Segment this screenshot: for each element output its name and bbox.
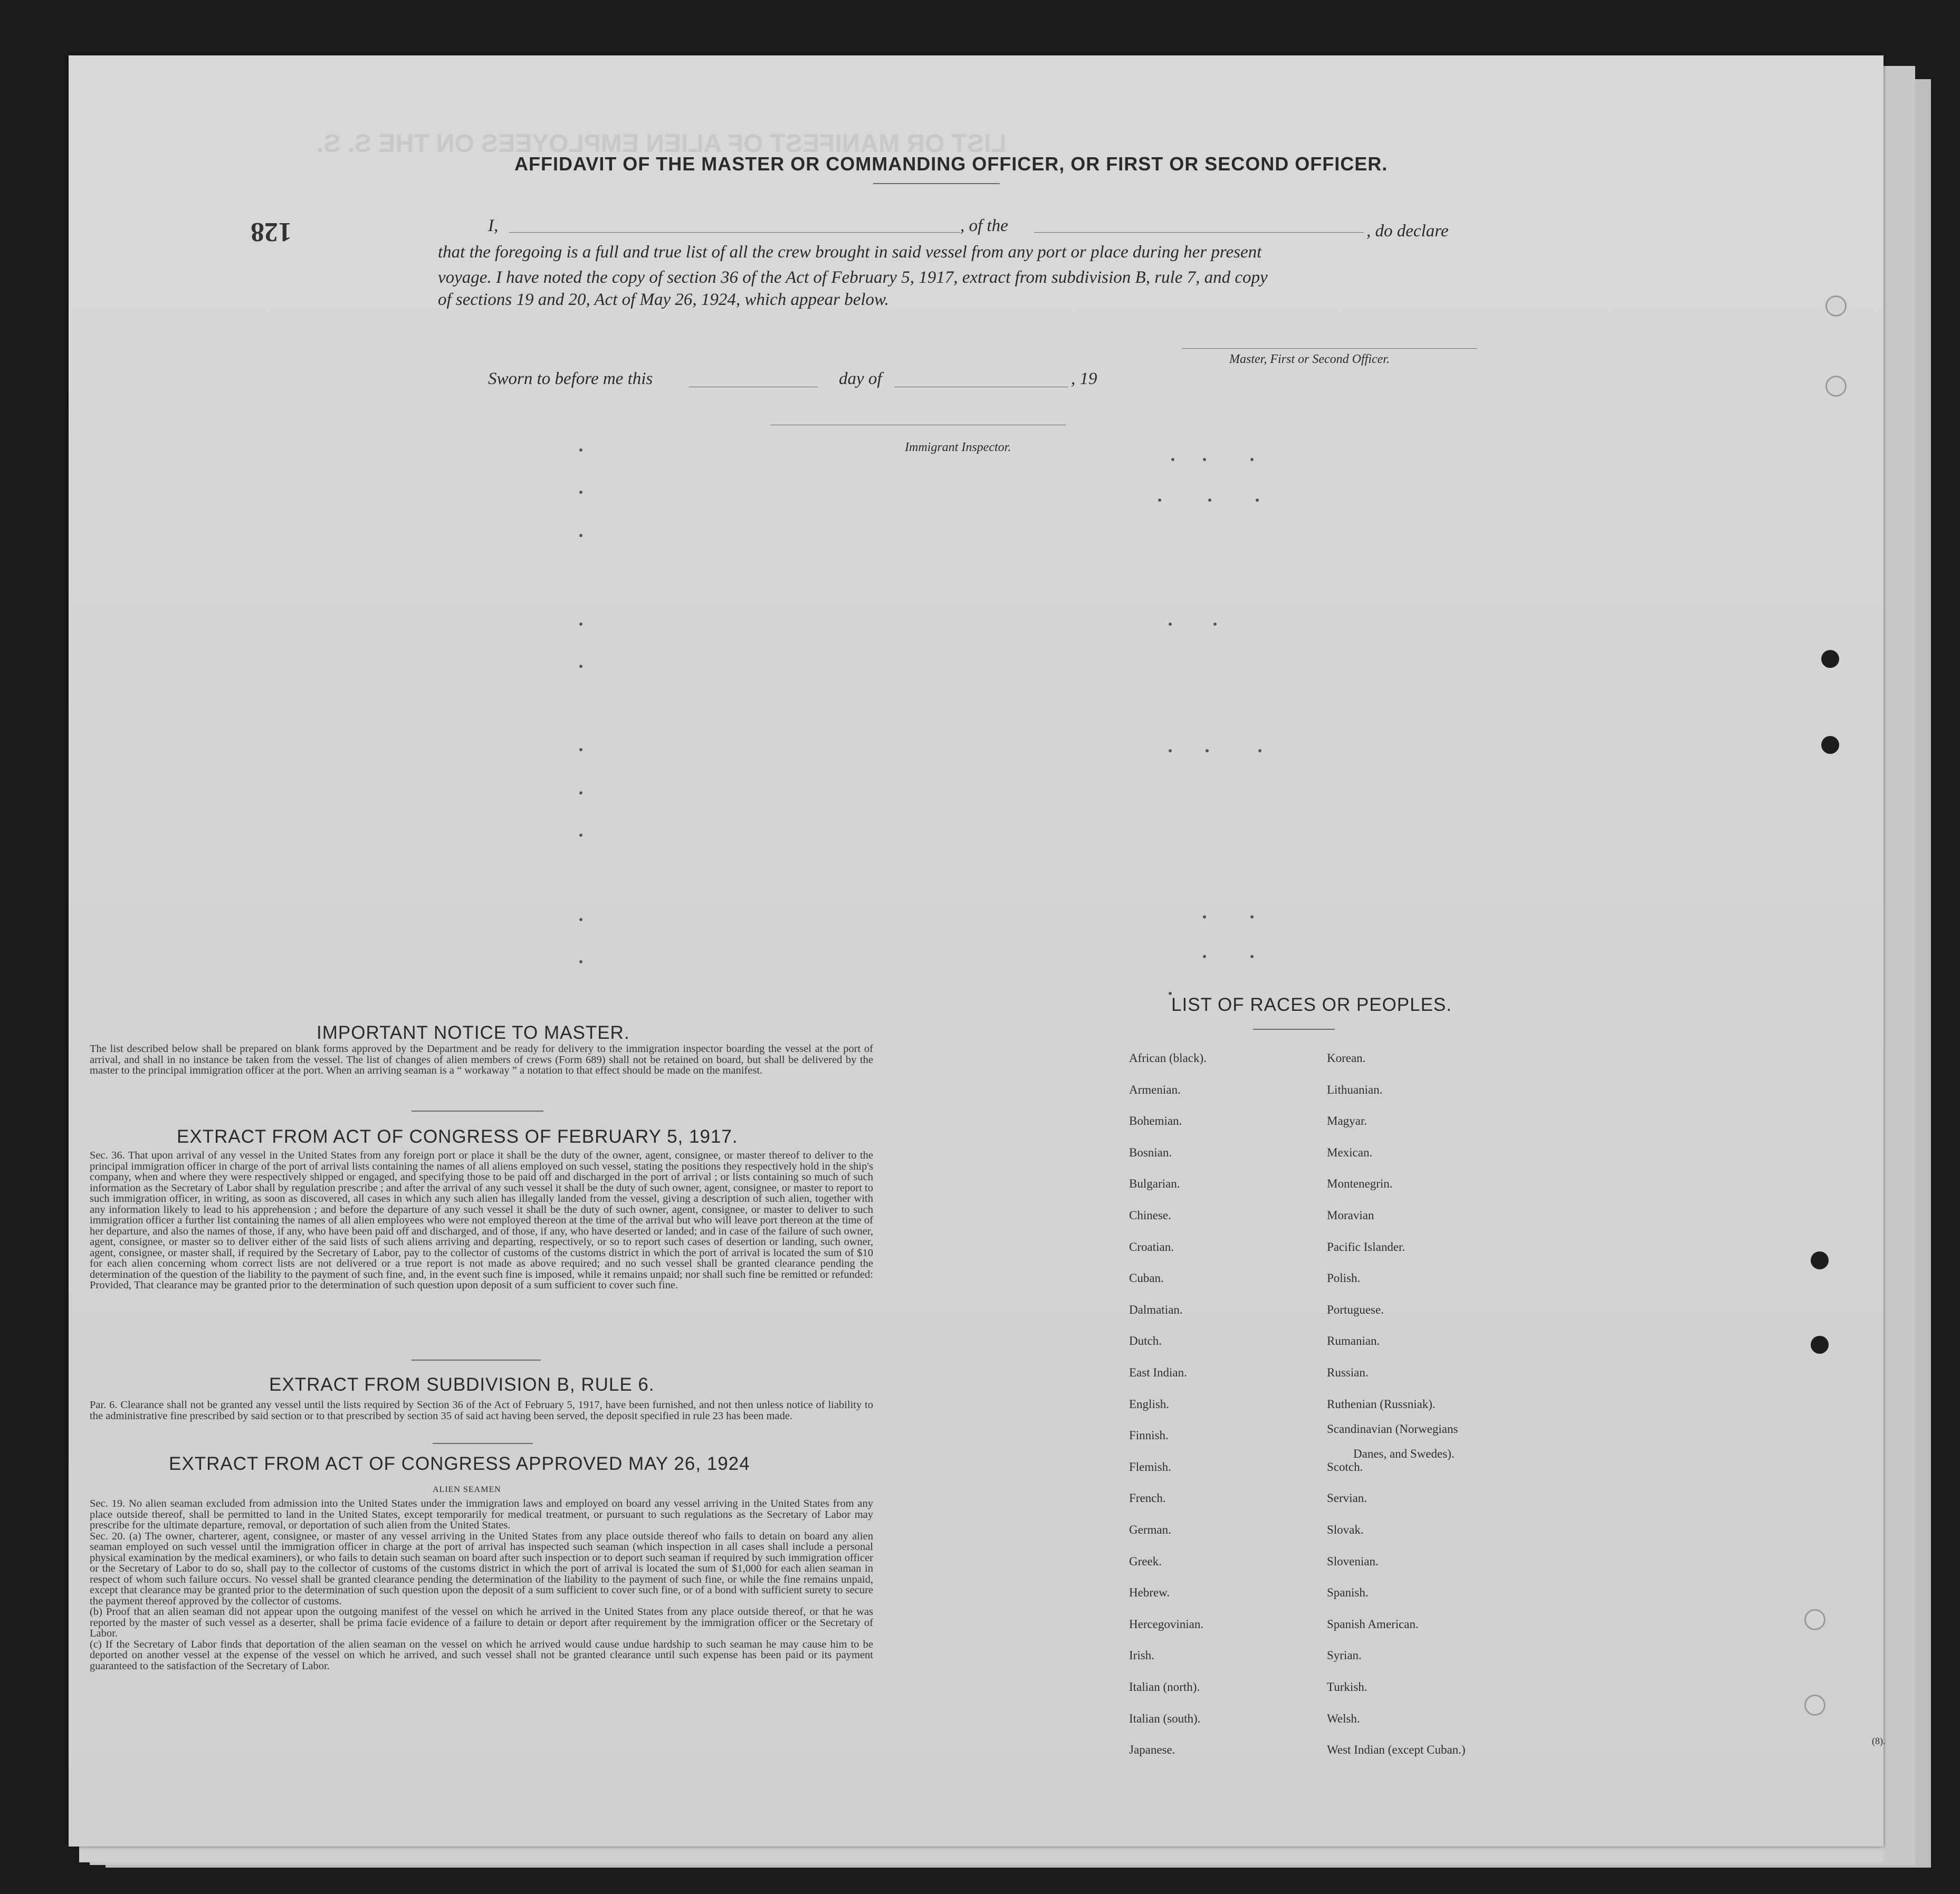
race-item: Syrian.	[1327, 1649, 1362, 1662]
stray-mark	[579, 960, 582, 963]
race-item: East Indian.	[1129, 1366, 1187, 1379]
race-item: Bosnian.	[1129, 1146, 1172, 1159]
race-item: Magyar.	[1327, 1114, 1368, 1127]
race-item: Croatian.	[1129, 1240, 1174, 1254]
race-item: Armenian.	[1129, 1083, 1181, 1096]
signature-blank	[1182, 348, 1477, 349]
race-item: Rumanian.	[1327, 1334, 1380, 1347]
stray-mark	[1203, 458, 1206, 461]
race-item: Bulgarian.	[1129, 1177, 1180, 1190]
divider	[412, 1360, 541, 1361]
stray-mark	[1206, 749, 1209, 752]
race-item: Moravian	[1327, 1209, 1374, 1222]
extract-1917-title: EXTRACT FROM ACT OF CONGRESS OF FEBRUARY 5, 1917.	[177, 1126, 738, 1147]
extract-rule6-title: EXTRACT FROM SUBDIVISION B, RULE 6.	[269, 1374, 655, 1395]
sworn-day-of-label: day of	[839, 369, 882, 388]
race-item: Montenegrin.	[1327, 1177, 1393, 1190]
sec20b-text: (b) Proof that an alien seaman did not appear upon the outgoing manifest of the vessel on which he arrived in the United States from any place outside thereof, or that he was reported by the master of such vessel as a deserter, shall be prima facie evidence of a failure to detain or deport after requirement by the immigration officer or the Secretary of Labor.	[90, 1606, 873, 1639]
vessel-blank	[1034, 232, 1364, 233]
extract-1924-subtitle: ALIEN SEAMEN	[433, 1485, 501, 1494]
race-item: West Indian (except Cuban.)	[1327, 1743, 1466, 1756]
binder-hole-icon	[1811, 1336, 1829, 1354]
binder-hole-icon	[1804, 1609, 1825, 1630]
race-item: Servian.	[1327, 1491, 1368, 1505]
affidavit-declare-label: , do declare	[1366, 222, 1449, 241]
binder-hole-icon	[1811, 1251, 1829, 1269]
stray-mark	[1213, 623, 1217, 626]
stray-mark	[1203, 915, 1206, 919]
sworn-label: Sworn to before me this	[488, 369, 653, 388]
race-item: French.	[1129, 1491, 1166, 1505]
stray-mark	[1258, 749, 1261, 752]
race-item: Hercegovinian.	[1129, 1618, 1204, 1631]
name-blank	[509, 232, 960, 233]
stray-mark	[579, 665, 582, 668]
sworn-year-label: , 19	[1071, 369, 1097, 388]
races-title: LIST OF RACES OR PEOPLES.	[1171, 994, 1452, 1015]
signature-label: Master, First or Second Officer.	[1229, 352, 1390, 366]
stray-mark	[1203, 955, 1206, 958]
race-item: English.	[1129, 1398, 1170, 1411]
race-item: Dutch.	[1129, 1334, 1162, 1347]
race-item: Bohemian.	[1129, 1114, 1182, 1127]
sec19-text: Sec. 19. No alien seaman excluded from admission into the United States under the immigration laws and employed on board any vessel arriving in the United States from any place outside thereof, shall be permitted to land in the United States, except temporarily for medical treatment, or pursuant to such regulations as the Secretary of Labor may prescribe for the ultimate departure, removal, or deportation of such alien from the United States.	[90, 1498, 873, 1531]
race-item: Finnish.	[1129, 1429, 1169, 1442]
race-item: Japanese.	[1129, 1743, 1175, 1756]
divider	[1253, 1029, 1335, 1030]
binder-hole-icon	[1821, 736, 1839, 754]
binder-hole-icon	[1821, 650, 1839, 668]
stray-mark	[1208, 499, 1211, 502]
affidavit-text-line: of sections 19 and 20, Act of May 26, 1924, which appear below.	[438, 290, 889, 309]
race-item: Welsh.	[1327, 1712, 1360, 1725]
race-item: Slovak.	[1327, 1523, 1364, 1536]
stray-mark	[1256, 499, 1259, 502]
race-item: Polish.	[1327, 1271, 1361, 1285]
race-item: Portuguese.	[1327, 1303, 1384, 1316]
page-number: 128	[251, 217, 292, 247]
race-item: Turkish.	[1327, 1680, 1368, 1694]
stray-mark	[1250, 955, 1254, 958]
binder-hole-icon	[1804, 1695, 1825, 1716]
stray-mark	[1169, 749, 1172, 752]
stray-mark	[1169, 623, 1172, 626]
stray-mark	[579, 918, 582, 921]
form-code: (8).	[1872, 1736, 1886, 1746]
stray-mark	[579, 491, 582, 494]
divider	[412, 1111, 543, 1112]
race-item: Pacific Islander.	[1327, 1240, 1406, 1254]
race-item: German.	[1129, 1523, 1171, 1536]
race-item: Lithuanian.	[1327, 1083, 1383, 1096]
notice-body: The list described below shall be prepared on blank forms approved by the Department and be ready for delivery to the immigration inspector boarding the vessel at the port of arrival, and shall in no instance be taken from the vessel. The list of changes of alien members of crews (Form 689) shall not be retained on board, but shall be delivered by the master to the principal immigration officer at the port. When an arriving seaman is a “ workaway ” a notation to that effect should be made on the manifest.	[90, 1043, 873, 1076]
extract-1924-body	[90, 1498, 873, 1671]
race-item: Hebrew.	[1129, 1586, 1170, 1599]
binder-hole-icon	[1825, 295, 1847, 317]
extract-1917-body: Sec. 36. That upon arrival of any vessel in the United States from any foreign port or place it shall be the duty of the owner, agent, consignee, or master thereof to deliver to the principal immigration officer in charge of the port of arrival lists containing the names of all aliens employed on such vessel, stating the positions they respectively hold in the ship's company, when and where they were respectively shipped or engaged, and specifying those to be paid off and discharged in the port of arrival ; or lists containing so much of such information as the Secretary of Labor shall by regulation prescribe ; and after the arrival of any such vessel it shall be the duty of such owner, agent, consignee, or master to report to such immigration officer, in writing, as soon as discovered, all cases in which any such alien has illegally landed from the vessel, giving a description of such alien, together with any information likely to lead to his apprehension ; and before the departure of any such vessel it shall be the duty of such owner, agent, consignee, or master to deliver to such immigration officer a further list containing the names of all alien employees who were not employed thereon at the time of the arrival but who will leave port thereon at the time of her departure, and also the names of those, if any, who have been paid off and discharged, and of those, if any, who have deserted or landed; and in case of the failure of such owner, agent, consignee, or master so to deliver either of the said lists of such aliens arriving and departing, respectively, or so to report such cases of desertion or landing, such owner, agent, consignee, or master shall, if required by the Secretary of Labor, pay to the collector of customs of the customs district in which the port of arrival is located the sum of $10 for each alien concerning whom correct lists are not delivered or a true report is not made as above required; and no such vessel shall be granted clearance pending the determination of the question of the liability to the payment of such fine, and, in the event such fine is imposed, while it remains unpaid; nor shall such fine be remitted or refunded: Provided, That clearance may be granted prior to the determination of such question upon deposit of a sum sufficient to cover such fine.	[90, 1150, 873, 1291]
affidavit-text-line: voyage. I have noted the copy of section 36 of the Act of February 5, 1917, extract from subdivision B, rule 7, and copy	[438, 268, 1268, 287]
sec20c-text: (c) If the Secretary of Labor finds that deportation of the alien seaman on the vessel on which he arrived would cause undue hardship to such seaman he may cause him to be deported on another vessel at the expense of the vessel on which he arrived, and such vessel shall not be granted clearance until such expense has been paid or its payment guaranteed to the satisfaction of the Secretary of Labor.	[90, 1638, 873, 1672]
extract-rule6-body: Par. 6. Clearance shall not be granted any vessel until the lists required by Section 36 of the Act of February 5, 1917, have been furnished, and not then unless notice of liability to the administrative fine prescribed by said section or to that prescribed by section 35 of said act having been served, the deposit specified in rule 23 has been made.	[90, 1399, 873, 1422]
race-item: African (black).	[1129, 1051, 1207, 1065]
race-item: Scotch.	[1327, 1460, 1363, 1474]
stray-mark	[1171, 458, 1174, 461]
sec20a-text: Sec. 20. (a) The owner, charterer, agent, consignee, or master of any vessel arriving in the United States from any place outside thereof who fails to detain on board any alien seaman employed on such vessel until the immigration officer in charge at the port of arrival has inspected such seaman (which inspection in all cases shall include a personal physical examination by the medical examiners), or who fails to detain such seaman on board after such inspection or to deport such seaman if required by such immigration officer or the Secretary of Labor to do so, shall pay to the collector of customs of the customs district in which the port of arrival is located the sum of $1,000 for each alien seaman in respect of whom such failure occurs. No vessel shall be granted clearance pending the determination of the liability to the payment of such fine, or while the fine remains unpaid, except that clearance may be granted prior to the determination of such question upon the deposit of a sum sufficient to cover such fine, or of a bond with sufficient surety to secure the payment thereof approved by the collector of customs.	[90, 1530, 873, 1607]
race-item: Italian (south).	[1129, 1712, 1201, 1725]
race-item: Ruthenian (Russniak).	[1327, 1398, 1436, 1411]
affidavit-of-the-label: , of the	[960, 216, 1008, 235]
inspector-label: Immigrant Inspector.	[905, 441, 1011, 454]
race-item: Greek.	[1129, 1555, 1162, 1568]
race-item: Mexican.	[1327, 1146, 1373, 1159]
divider	[433, 1443, 533, 1444]
stray-mark	[1158, 499, 1161, 502]
extract-1924-title: EXTRACT FROM ACT OF CONGRESS APPROVED MAY 26, 1924	[169, 1453, 750, 1474]
divider	[873, 183, 1000, 184]
stray-mark	[579, 448, 582, 452]
race-item: Cuban.	[1129, 1271, 1164, 1285]
race-item: Scandinavian (Norwegians	[1327, 1422, 1458, 1436]
race-item: Spanish American.	[1327, 1618, 1419, 1631]
stray-mark	[1250, 915, 1254, 919]
affidavit-title: AFFIDAVIT OF THE MASTER OR COMMANDING OFFICER, OR FIRST OR SECOND OFFICER.	[514, 153, 1388, 175]
race-item: Russian.	[1327, 1366, 1369, 1379]
stray-mark	[1250, 458, 1254, 461]
affidavit-i-label: I,	[488, 216, 499, 235]
race-item: Chinese.	[1129, 1209, 1171, 1222]
race-item: Flemish.	[1129, 1460, 1171, 1474]
stray-mark	[579, 623, 582, 626]
race-item: Dalmatian.	[1129, 1303, 1183, 1316]
stray-mark	[1169, 992, 1172, 995]
race-item: Slovenian.	[1327, 1555, 1379, 1568]
race-item: Irish.	[1129, 1649, 1154, 1662]
stray-mark	[579, 748, 582, 751]
bleed-through-text: LIST OR MANIFEST OF ALIEN EMPLOYEES ON THE S. S.	[317, 130, 1007, 158]
stray-mark	[579, 534, 582, 537]
notice-title: IMPORTANT NOTICE TO MASTER.	[317, 1022, 630, 1043]
race-item: Spanish.	[1327, 1586, 1369, 1599]
stray-mark	[579, 791, 582, 795]
race-item: Italian (north).	[1129, 1680, 1200, 1694]
affidavit-text-line: that the foregoing is a full and true list of all the crew brought in said vessel from any port or place during her present	[438, 243, 1262, 262]
race-item-continuation: Danes, and Swedes).	[1353, 1447, 1455, 1460]
stray-mark	[579, 834, 582, 837]
race-item: Korean.	[1327, 1051, 1366, 1065]
binder-hole-icon	[1825, 376, 1847, 397]
